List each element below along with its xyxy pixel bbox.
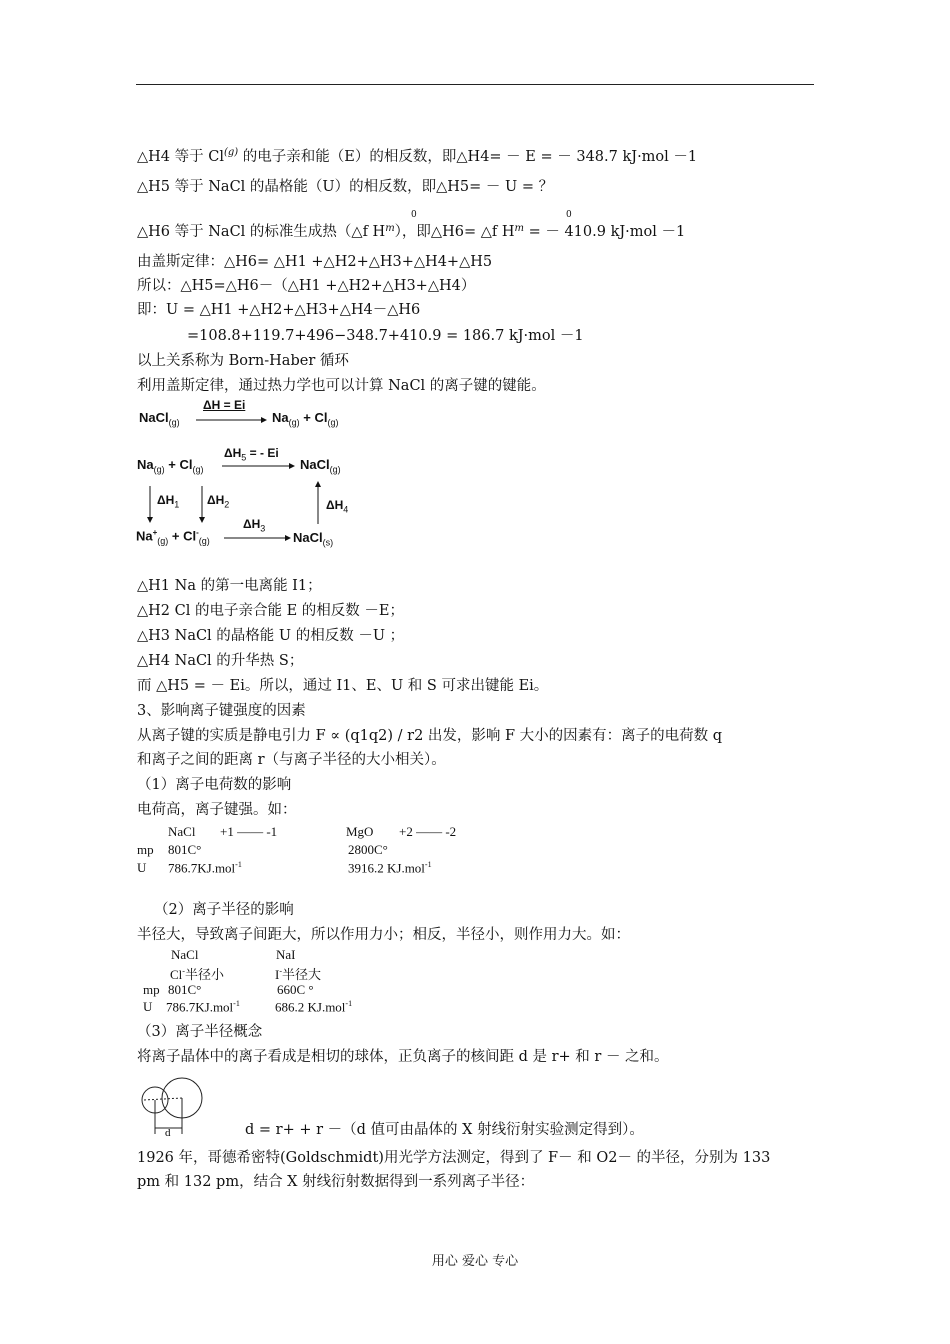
def-dh2: △H2 Cl 的电子亲合能 E 的相反数 －E； — [137, 603, 404, 619]
diag-products: $Na_{(g)} + Cl_{(g)}$ — [272, 410, 339, 428]
section-3-title: 3、影响离子键强度的因素 — [137, 703, 306, 719]
center-line — [144, 1098, 182, 1100]
line-hess: 由盖斯定律：△H6= △H1 +△H2+△H3+△H4+△H5 — [137, 254, 493, 270]
standard-zero-2: 0 — [566, 210, 572, 220]
goldschmidt-line-1: 1926 年，哥德希密特(Goldschmidt)用光学方法测定，得到了 F－ 和 O2－ 的半径，分别为 133 — [137, 1150, 771, 1166]
diagram-arrows — [130, 400, 370, 560]
t2-nai: NaI — [276, 947, 296, 962]
t2-i-radius: I-半径大 — [275, 966, 322, 982]
t1-mgo: MgO — [346, 824, 374, 839]
t1-mgo-mp: 2800C° — [348, 842, 388, 857]
line-dh6: △H6 等于 NaCl 的标准生成热（△f $H^m$），即△H6= △f $H^m$ = － 410.9 kJ·mol －1 — [137, 223, 686, 240]
diag-label-dh5: $\Delta H_5$ = - Ei — [224, 446, 279, 463]
diag-label-dh1: $\Delta H_1$ — [157, 493, 180, 510]
standard-zero-1: 0 — [411, 210, 417, 220]
t2-nai-mp: 660C ° — [277, 982, 314, 997]
line-dh5: △H5 等于 NaCl 的晶格能（U）的相反数，即△H5= － U = ？ — [137, 179, 554, 195]
t1-nacl: NaCl — [168, 824, 196, 839]
subsection-2-text: 半径大，导致离子间距大，所以作用力小；相反，半径小，则作用力大。如： — [137, 927, 630, 943]
t1-mgo-u: 3916.2 KJ.mol$^{-1}$ — [348, 860, 432, 876]
def-dh3: △H3 NaCl 的晶格能 U 的相反数 －U ； — [137, 628, 405, 644]
t2-nacl-u: 786.7KJ.mol$^{-1}$ — [166, 999, 240, 1015]
diag-ions: $Na^+_{(g)} + Cl^-_{(g)}$ — [136, 528, 210, 546]
t2-nacl-mp: 801C° — [168, 982, 202, 997]
diag-label-dh-ei: ΔH = Ei — [203, 398, 246, 412]
line-so: 所以：△H5=△H6－（△H1 +△H2+△H3+△H4） — [137, 278, 476, 294]
def-dh4: △H4 NaCl 的升华热 S； — [137, 653, 304, 669]
subsection-2-title: （2）离子半径的影响 — [154, 902, 294, 918]
t1-nacl-charge: +1 —— -1 — [220, 824, 278, 839]
line-bond-energy: 利用盖斯定律，通过热力学也可以计算 NaCl 的离子键的键能。 — [137, 378, 546, 394]
subsection-1-text: 电荷高，离子键强。如： — [137, 802, 297, 818]
d-formula: d = r+ + r －（d 值可由晶体的 X 射线衍射实验测定得到）。 — [245, 1122, 644, 1138]
t2-nai-u: 686.2 KJ.mol$^{-1}$ — [275, 999, 353, 1015]
line-u: 即：U = △H1 +△H2+△H3+△H4－△H6 — [137, 302, 421, 318]
diag-reactants: $Na_{(g)} + Cl_{(g)}$ — [137, 457, 204, 475]
diag-nacl-solid: NaCl$_{(s)}$ — [293, 530, 334, 548]
line-dh4: △H4 等于 Cl$^{(g)}$ 的电子亲和能（E）的相反数，即△H4= － E = － 348.7 kJ·mol －1 — [137, 147, 698, 165]
t2-mp-label: mp — [143, 982, 160, 997]
t1-nacl-mp: 801C° — [168, 842, 202, 857]
paragraph-line-2: 和离子之间的距离 r（与离子半径的大小相关）。 — [137, 752, 446, 768]
def-dh5: 而 △H5 = － Ei。所以，通过 I1、E、U 和 S 可求出键能 Ei。 — [137, 678, 549, 694]
header-rule — [136, 84, 814, 85]
subsection-3-text: 将离子晶体中的离子看成是相切的球体，正负离子的核间距 d 是 r+ 和 r － 之和。 — [137, 1049, 669, 1065]
t1-nacl-u: 786.7KJ.mol$^{-1}$ — [168, 860, 242, 876]
d-label: d — [165, 1127, 171, 1138]
goldschmidt-line-2: pm 和 132 pm，结合 X 射线衍射数据得到一系列离子半径： — [137, 1174, 535, 1190]
t1-mp-label: mp — [137, 842, 154, 857]
diag-nacl-gas: NaCl$_{(g)}$ — [139, 410, 180, 428]
page-footer: 用心 爱心 专心 — [431, 1254, 519, 1269]
diag-label-dh3: $\Delta H_3$ — [243, 517, 266, 534]
t2-cl-radius: Cl-半径小 — [170, 966, 224, 982]
tangent-ions-figure — [138, 1076, 214, 1138]
paragraph-line-1: 从离子键的实质是静电引力 F ∝ (q1q2) / r2 出发，影响 F 大小的因素有：离子的电荷数 q — [137, 728, 723, 744]
def-dh1: △H1 Na 的第一电离能 I1； — [137, 578, 322, 594]
line-calc: =108.8+119.7+496−348.7+410.9 = 186.7 kJ·mol －1 — [187, 328, 584, 344]
subsection-3-title: （3）离子半径概念 — [137, 1024, 263, 1040]
diag-label-dh2: $\Delta H_2$ — [207, 493, 230, 510]
t2-u-label: U — [143, 999, 153, 1014]
diag-nacl-g2: NaCl$_{(g)}$ — [300, 457, 341, 475]
diag-label-dh4: $\Delta H_4$ — [326, 498, 349, 515]
t1-u-label: U — [137, 860, 147, 875]
subsection-1-title: （1）离子电荷数的影响 — [137, 777, 292, 793]
line-born-haber: 以上关系称为 Born-Haber 循环 — [137, 353, 349, 369]
t1-mgo-charge: +2 —— -2 — [399, 824, 457, 839]
t2-nacl: NaCl — [171, 947, 199, 962]
